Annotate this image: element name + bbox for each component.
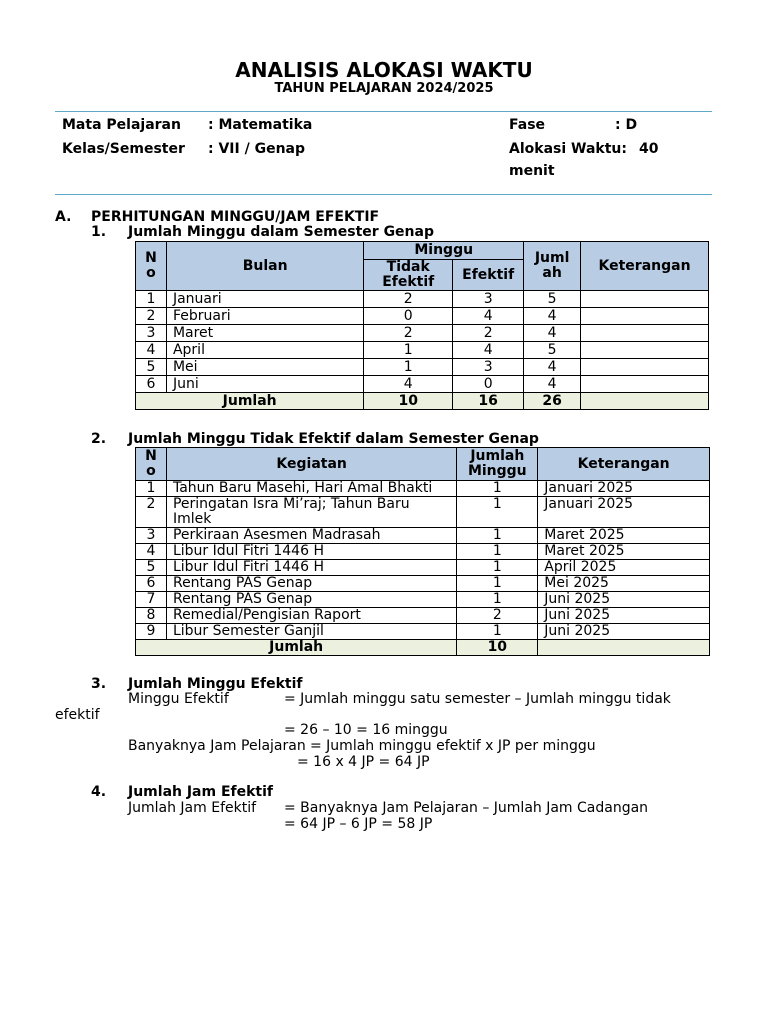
header-minggu: Minggu xyxy=(364,242,524,260)
cell-kegiatan: Tahun Baru Masehi, Hari Amal Bhakti xyxy=(166,481,456,497)
table-row xyxy=(136,376,709,393)
header-bulan: Bulan xyxy=(166,242,363,291)
kelas-value: : VII / Genap xyxy=(208,141,306,157)
table-row xyxy=(136,576,710,592)
section-a-title: PERHITUNGAN MINGGU/JAM EFEKTIF xyxy=(91,209,380,225)
cell-jumlah-minggu: 1 xyxy=(457,528,538,544)
cell-jumlah: 4 xyxy=(524,325,581,342)
fase-label: Fase xyxy=(509,117,546,133)
cell-keterangan: Januari 2025 xyxy=(538,481,710,497)
cell-jumlah-minggu: 1 xyxy=(457,497,538,528)
sub3-line1-value: = Jumlah minggu satu semester – Jumlah minggu tidak xyxy=(284,691,671,707)
cell-no: 3 xyxy=(136,528,167,544)
document-subtitle: TAHUN PELAJARAN 2024/2025 xyxy=(274,81,494,96)
cell-efektif: 2 xyxy=(453,325,524,342)
total-row xyxy=(136,393,709,410)
cell-kegiatan: Libur Idul Fitri 1446 H xyxy=(166,544,456,560)
cell-jumlah-minggu: 1 xyxy=(457,576,538,592)
weeks-table xyxy=(135,241,709,410)
cell-no: 7 xyxy=(136,592,167,608)
cell-efektif: 4 xyxy=(453,342,524,359)
table-row xyxy=(136,544,710,560)
total-jumlah: 26 xyxy=(524,393,581,410)
header-no: N o xyxy=(136,242,167,291)
sub3-line2: = 26 – 10 = 16 minggu xyxy=(284,722,448,738)
cell-tidak-efektif: 1 xyxy=(364,342,453,359)
cell-keterangan: Maret 2025 xyxy=(538,544,710,560)
header-keterangan: Keterangan xyxy=(581,242,709,291)
sub4-line1-label: Jumlah Jam Efektif xyxy=(128,800,257,816)
sub3-line1-label: Minggu Efektif xyxy=(128,691,229,707)
table-row xyxy=(136,325,709,342)
total-tidak: 10 xyxy=(364,393,453,410)
sub3-line1-wrap: efektif xyxy=(55,707,100,723)
cell-tidak-efektif: 1 xyxy=(364,359,453,376)
cell-kegiatan: Perkiraan Asesmen Madrasah xyxy=(166,528,456,544)
cell-keterangan xyxy=(581,325,709,342)
cell-no: 3 xyxy=(136,325,167,342)
cell-tidak-efektif: 2 xyxy=(364,325,453,342)
table-row xyxy=(136,481,710,497)
cell-no: 4 xyxy=(136,342,167,359)
total-label: Jumlah xyxy=(136,640,457,656)
table-row xyxy=(136,497,710,528)
sub3-line3-value: = Jumlah minggu efektif x JP per minggu xyxy=(310,738,596,754)
cell-keterangan: Januari 2025 xyxy=(538,497,710,528)
header-keterangan: Keterangan xyxy=(538,448,710,481)
cell-keterangan xyxy=(581,308,709,325)
cell-no: 1 xyxy=(136,481,167,497)
header-kegiatan: Kegiatan xyxy=(166,448,456,481)
mapel-label: Mata Pelajaran xyxy=(62,117,181,133)
header-efektif: Efektif xyxy=(453,260,524,291)
cell-keterangan xyxy=(581,376,709,393)
cell-no: 9 xyxy=(136,624,167,640)
fase-value: : D xyxy=(615,117,638,133)
table-header-row xyxy=(136,242,709,260)
cell-bulan: Januari xyxy=(166,291,363,308)
cell-keterangan: Mei 2025 xyxy=(538,576,710,592)
mapel-value: : Matematika xyxy=(208,117,313,133)
table-header-row xyxy=(136,448,710,481)
cell-no: 8 xyxy=(136,608,167,624)
total-jumlah: 10 xyxy=(457,640,538,656)
cell-kegiatan: Peringatan Isra Mi’raj; Tahun Baru Imlek xyxy=(166,497,456,528)
sub4-line1-value: = Banyaknya Jam Pelajaran – Jumlah Jam Cadangan xyxy=(284,800,649,816)
sub2-number: 2. xyxy=(91,431,107,447)
cell-keterangan xyxy=(581,359,709,376)
sub3-title: Jumlah Minggu Efektif xyxy=(128,676,303,692)
header-jumlah-minggu: Jumlah Minggu xyxy=(457,448,538,481)
sub2-title: Jumlah Minggu Tidak Efektif dalam Semester Genap xyxy=(128,431,539,447)
section-a-letter: A. xyxy=(55,209,72,225)
alokasi-label: Alokasi Waktu: xyxy=(509,141,627,157)
cell-keterangan: Maret 2025 xyxy=(538,528,710,544)
kelas-label: Kelas/Semester xyxy=(62,141,185,157)
sub3-line3-label: Banyaknya Jam Pelajaran xyxy=(128,738,306,754)
cell-efektif: 3 xyxy=(453,359,524,376)
table-row xyxy=(136,359,709,376)
cell-bulan: Februari xyxy=(166,308,363,325)
divider-bottom xyxy=(55,194,712,195)
cell-tidak-efektif: 4 xyxy=(364,376,453,393)
cell-tidak-efektif: 2 xyxy=(364,291,453,308)
cell-tidak-efektif: 0 xyxy=(364,308,453,325)
total-label: Jumlah xyxy=(136,393,364,410)
cell-jumlah-minggu: 1 xyxy=(457,592,538,608)
sub4-number: 4. xyxy=(91,784,107,800)
cell-keterangan: April 2025 xyxy=(538,560,710,576)
cell-keterangan xyxy=(581,291,709,308)
cell-kegiatan: Remedial/Pengisian Raport xyxy=(166,608,456,624)
cell-jumlah-minggu: 2 xyxy=(457,608,538,624)
cell-jumlah: 4 xyxy=(524,376,581,393)
cell-no: 6 xyxy=(136,376,167,393)
cell-efektif: 0 xyxy=(453,376,524,393)
cell-kegiatan: Rentang PAS Genap xyxy=(166,576,456,592)
cell-efektif: 3 xyxy=(453,291,524,308)
cell-jumlah: 5 xyxy=(524,342,581,359)
table-row xyxy=(136,592,710,608)
cell-jumlah-minggu: 1 xyxy=(457,624,538,640)
cell-bulan: April xyxy=(166,342,363,359)
cell-no: 6 xyxy=(136,576,167,592)
sub1-title: Jumlah Minggu dalam Semester Genap xyxy=(128,224,434,240)
cell-no: 1 xyxy=(136,291,167,308)
cell-no: 4 xyxy=(136,544,167,560)
header-no: N o xyxy=(136,448,167,481)
cell-keterangan xyxy=(581,342,709,359)
cell-jumlah: 4 xyxy=(524,308,581,325)
cell-kegiatan: Libur Idul Fitri 1446 H xyxy=(166,560,456,576)
cell-kegiatan: Libur Semester Ganjil xyxy=(166,624,456,640)
cell-keterangan: Juni 2025 xyxy=(538,624,710,640)
cell-bulan: Mei xyxy=(166,359,363,376)
cell-jumlah-minggu: 1 xyxy=(457,560,538,576)
cell-keterangan: Juni 2025 xyxy=(538,592,710,608)
total-efektif: 16 xyxy=(453,393,524,410)
sub3-line4: = 16 x 4 JP = 64 JP xyxy=(297,754,430,770)
cell-jumlah-minggu: 1 xyxy=(457,544,538,560)
header-tidak-efektif: Tidak Efektif xyxy=(364,260,453,291)
cell-efektif: 4 xyxy=(453,308,524,325)
header-jumlah: Juml ah xyxy=(524,242,581,291)
table-row xyxy=(136,608,710,624)
divider-top xyxy=(55,111,712,112)
cell-kegiatan: Rentang PAS Genap xyxy=(166,592,456,608)
alokasi-unit: menit xyxy=(509,163,555,179)
table-row xyxy=(136,624,710,640)
cell-no: 5 xyxy=(136,359,167,376)
table-row xyxy=(136,291,709,308)
table-row xyxy=(136,528,710,544)
cell-bulan: Juni xyxy=(166,376,363,393)
document-title: ANALISIS ALOKASI WAKTU xyxy=(235,58,533,82)
total-keterangan xyxy=(538,640,710,656)
table-row xyxy=(136,342,709,359)
sub3-number: 3. xyxy=(91,676,107,692)
sub1-number: 1. xyxy=(91,224,107,240)
sub4-title: Jumlah Jam Efektif xyxy=(128,784,274,800)
cell-no: 2 xyxy=(136,308,167,325)
table-row xyxy=(136,308,709,325)
cell-keterangan: Juni 2025 xyxy=(538,608,710,624)
alokasi-value: 40 xyxy=(639,141,659,157)
cell-jumlah: 5 xyxy=(524,291,581,308)
total-row xyxy=(136,640,710,656)
total-keterangan xyxy=(581,393,709,410)
cell-no: 2 xyxy=(136,497,167,528)
non-effective-table xyxy=(135,447,710,656)
sub4-line2: = 64 JP – 6 JP = 58 JP xyxy=(284,816,433,832)
table-row xyxy=(136,560,710,576)
cell-no: 5 xyxy=(136,560,167,576)
cell-jumlah: 4 xyxy=(524,359,581,376)
cell-bulan: Maret xyxy=(166,325,363,342)
cell-jumlah-minggu: 1 xyxy=(457,481,538,497)
